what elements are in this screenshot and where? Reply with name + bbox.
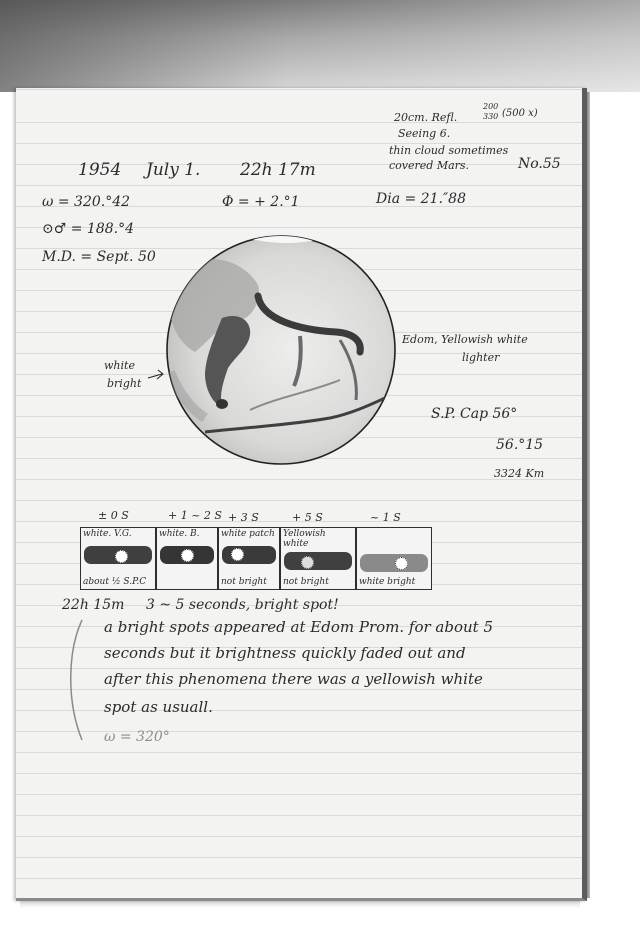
- strip-bottom-label: white bright: [359, 577, 416, 587]
- cloud-line-2: covered Mars.: [389, 159, 470, 172]
- date-month-day: July 1.: [146, 160, 201, 180]
- strip-time-3: + 3 S: [228, 511, 259, 524]
- note-time: 22h 15m: [62, 597, 125, 613]
- date-year: 1954: [78, 160, 122, 180]
- cloud-line-1: thin cloud sometimes: [389, 144, 509, 157]
- sp-cap-value: 56.°15: [496, 437, 544, 453]
- note-line-2: seconds but it brightness quickly faded out and: [104, 644, 466, 662]
- strip-top-label: white patch: [221, 529, 275, 539]
- note-omega: ω = 320°: [104, 729, 170, 745]
- label-white: white: [104, 359, 135, 372]
- strip-bottom-label: about ½ S.P.C: [83, 577, 147, 587]
- strip-time-2: + 1 ~ 2 S: [168, 509, 222, 522]
- note-headline: 3 ~ 5 seconds, bright spot!: [146, 597, 339, 613]
- strip-top-label: white. B.: [159, 529, 200, 539]
- label-bright: bright: [107, 377, 142, 390]
- strip-time-5: ~ 1 S: [370, 511, 401, 524]
- diameter-value: Dia = 21.″88: [376, 191, 466, 207]
- instrument-label: 20cm. Refl.: [394, 111, 458, 124]
- phi-value: Φ = + 2.°1: [222, 194, 300, 210]
- strip-top-label: Yellowish white: [283, 529, 326, 549]
- sun-longitude-value: ⊙♂ = 188.°4: [42, 221, 134, 237]
- magnification-top: 200: [483, 102, 499, 111]
- strip-time-1: ± 0 S: [98, 509, 129, 522]
- seeing-label: Seeing 6.: [398, 127, 451, 140]
- magnification-bottom: 330: [483, 112, 499, 121]
- label-lighter: lighter: [462, 351, 500, 364]
- martian-date-value: M.D. = Sept. 50: [42, 249, 156, 265]
- sp-cap-label: S.P. Cap 56°: [431, 406, 518, 422]
- strip-top-label: white. V.G.: [83, 529, 132, 539]
- omega-value: ω = 320.°42: [42, 194, 131, 210]
- note-line-3: after this phenomena there was a yellowish white: [104, 670, 483, 688]
- label-edom: Edom, Yellowish white: [402, 333, 528, 346]
- strip-bottom-label: not bright: [283, 577, 329, 587]
- note-line-4: spot as usuall.: [104, 698, 213, 716]
- observation-time: 22h 17m: [240, 160, 316, 180]
- magnification-x: (500 x): [502, 108, 538, 119]
- observation-number: No.55: [518, 156, 561, 172]
- strip-bottom-label: not bright: [221, 577, 267, 587]
- note-line-1: a bright spots appeared at Edom Prom. for about 5: [104, 618, 494, 636]
- sp-cap-km: 3324 Km: [494, 467, 545, 480]
- strip-time-4: + 5 S: [292, 511, 323, 524]
